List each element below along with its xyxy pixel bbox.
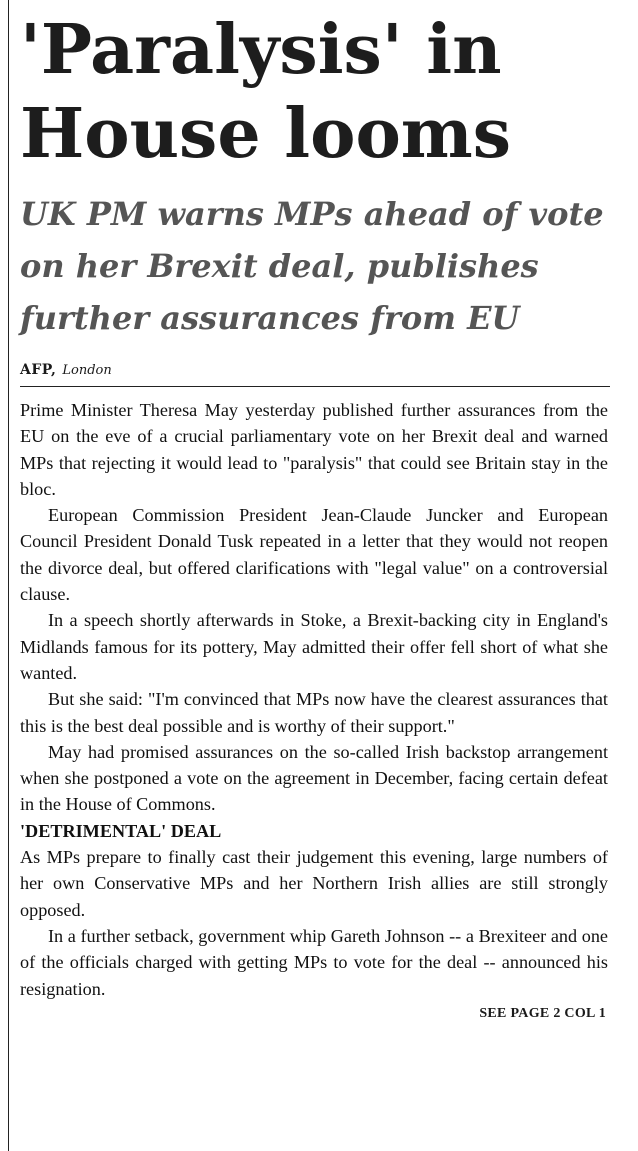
byline-rule [20,386,610,387]
headline [20,8,608,176]
paragraph: As MPs prepare to finally cast their judgement this evening, large numbers of her own Conservative MPs and her Northern Irish allies are still strongly opposed. [20,847,608,920]
deck-line-1: UK PM warns MPs ahead of vote [20,195,604,233]
paragraph: Prime Minister Theresa May yesterday published further assurances from the EU on the eve of a crucial parliamentary vote on her Brexit deal and warned MPs that rejecting it would lead to "paralysis" that could see Britain stay in the bloc. [20,400,608,499]
headline-line-1: 'Paralysis' in [20,10,502,90]
continued-jump-line: SEE PAGE 2 COL 1 [479,1005,606,1021]
headline-line-2: House looms [20,94,512,174]
byline [20,362,608,378]
paragraph: In a further setback, government whip Gareth Johnson -- a Brexiteer and one of the officials charged with getting MPs to vote for the deal -- announced his resignation. [20,925,608,999]
paragraph: But she said: "I'm convinced that MPs now have the clearest assurances that this is the best deal possible and is worthy of their support." [20,689,608,736]
column-rule [8,0,9,1151]
deck-line-2: on her Brexit deal, publishes [20,247,539,285]
paragraph: In a speech shortly afterwards in Stoke, a Brexit-backing city in England's Midlands famous for its pottery, May admitted their offer fell short of what she wanted. [20,610,608,683]
deck [20,188,608,344]
article [20,8,608,1022]
deck-line-3: further assurances from EU [20,299,520,337]
byline-city: London [62,363,112,378]
paragraph: European Commission President Jean-Claude Juncker and European Council President Donald Tusk repeated in a letter that they would not reopen the divorce deal, but offered clarifications with "legal value" on a controversial clause. [20,505,608,605]
body-copy [20,397,608,1002]
subhead: 'DETRIMENTAL' DEAL [20,820,222,841]
byline-agency: AFP, [20,362,57,378]
paragraph: May had promised assurances on the so-called Irish backstop arrangement when she postponed a vote on the agreement in December, facing certain defeat in the House of Commons. [20,741,608,815]
